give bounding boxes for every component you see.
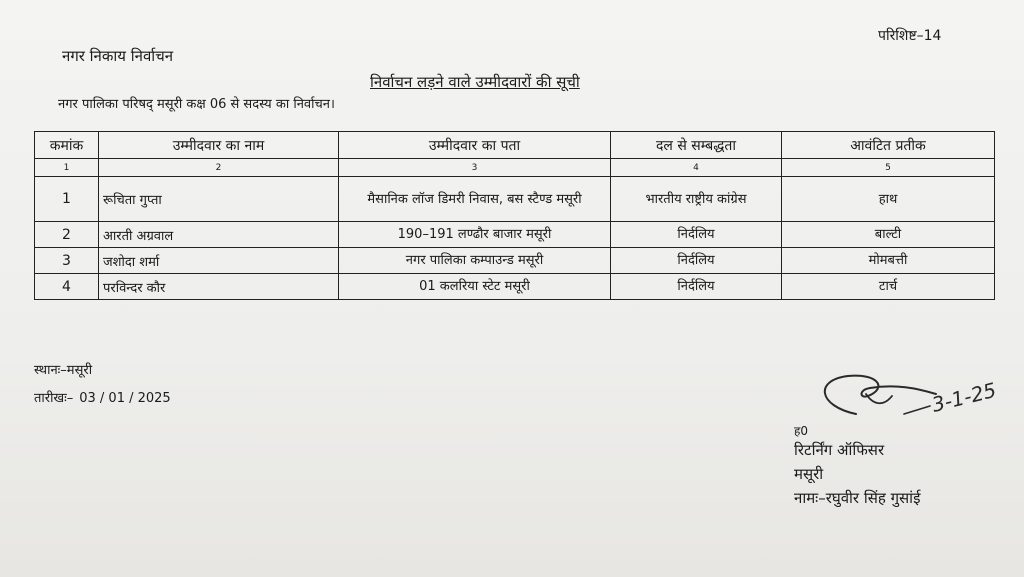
- header-row: [35, 132, 995, 159]
- address-cell: मैसानिक लॉज डिमरी निवास, बस स्टैण्ड मसूरी: [339, 177, 611, 222]
- signature-image: [808, 366, 1008, 436]
- signature-date: 3-1-25: [929, 377, 999, 417]
- header-party: दल से सम्बद्धता: [611, 132, 782, 159]
- header-serial: कमांक: [35, 132, 99, 159]
- header-address: उम्मीदवार का पता: [339, 132, 611, 159]
- election-title: नगर निकाय निर्वाचन: [62, 47, 174, 65]
- party-cell: निर्दलिय: [611, 248, 782, 274]
- name-cell: जशोदा शर्मा: [99, 248, 339, 274]
- name-cell: आरती अग्रवाल: [99, 222, 339, 248]
- symbol-cell: बाल्टी: [782, 222, 995, 248]
- list-title: निर्वाचन लड़ने वाले उम्मीदवारों की सूची: [370, 73, 580, 91]
- column-number: 2: [99, 159, 339, 177]
- party-cell: निर्दलिय: [611, 222, 782, 248]
- column-number: 1: [35, 159, 99, 177]
- table-row: [35, 222, 995, 248]
- address-cell: नगर पालिका कम्पाउन्ड मसूरी: [339, 248, 611, 274]
- symbol-cell: मोमबत्ती: [782, 248, 995, 274]
- header-name: उम्मीदवार का नाम: [99, 132, 339, 159]
- name-cell: रूचिता गुप्ता: [99, 177, 339, 222]
- name-cell: परविन्दर कौर: [99, 274, 339, 300]
- address-cell: 01 कलरिया स्टेट मसूरी: [339, 274, 611, 300]
- signature-prefix: ह0: [794, 424, 809, 438]
- symbol-cell: हाथ: [782, 177, 995, 222]
- place-label: स्थानः–मसूरी: [34, 363, 93, 378]
- serial-cell: 3: [35, 248, 99, 274]
- subtitle: नगर पालिका परिषद् मसूरी कक्ष 06 से सदस्य का निर्वाचन।: [58, 97, 335, 112]
- table-row: [35, 177, 995, 222]
- officer-title: रिटर्निंग ऑफिसर: [794, 441, 885, 459]
- column-number: 4: [611, 159, 782, 177]
- column-number: 5: [782, 159, 995, 177]
- table-row: [35, 248, 995, 274]
- column-number: 3: [339, 159, 611, 177]
- appendix-label: परिशिष्ट–14: [878, 28, 942, 44]
- address-cell: 190–191 लण्ढौर बाजार मसूरी: [339, 222, 611, 248]
- serial-cell: 4: [35, 274, 99, 300]
- serial-cell: 2: [35, 222, 99, 248]
- header-symbol: आवंटित प्रतीक: [782, 132, 995, 159]
- table-row: [35, 274, 995, 300]
- date-label: तारीखः–: [34, 391, 74, 406]
- column-number-row: [35, 159, 995, 177]
- symbol-cell: टार्च: [782, 274, 995, 300]
- serial-cell: 1: [35, 177, 99, 222]
- candidates-table: [34, 131, 995, 300]
- officer-place: मसूरी: [794, 465, 824, 483]
- date-block: [34, 388, 171, 406]
- officer-name: नामः–रघुवीर सिंह गुसांई: [794, 489, 921, 507]
- party-cell: भारतीय राष्ट्रीय कांग्रेस: [611, 177, 782, 222]
- party-cell: निर्दलिय: [611, 274, 782, 300]
- date-value: 03 / 01 / 2025: [79, 391, 171, 406]
